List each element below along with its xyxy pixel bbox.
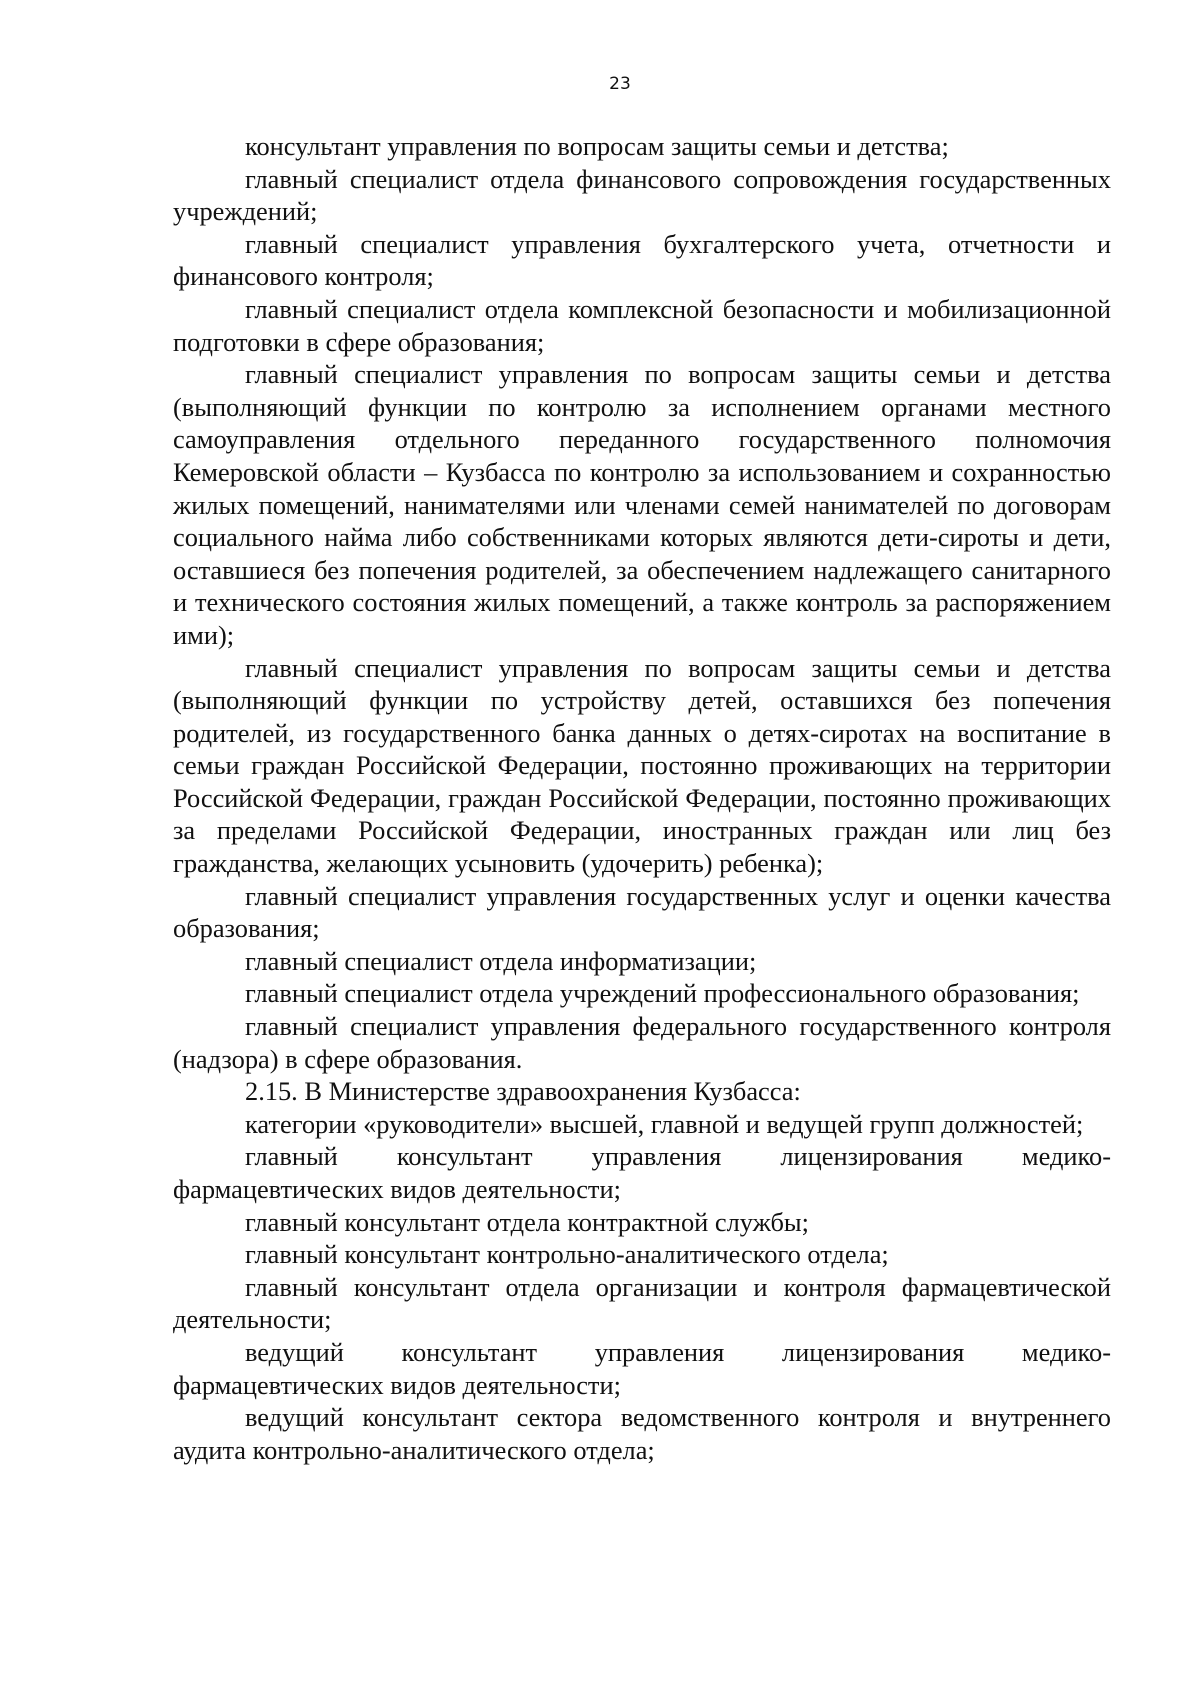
page-number: 23 (609, 74, 631, 94)
paragraph: главный специалист отдела финансового сопровождения государственных учреждений; (173, 163, 1111, 227)
paragraph: категории «руководители» высшей, главной и ведущей групп должностей; (245, 1108, 1084, 1139)
paragraph: ведущий консультант сектора ведомственного контроля и внутреннего аудита контрольно-аналитического отдела; (173, 1402, 1111, 1465)
paragraph: главный специалист управления федерального государственного контроля (надзора) в сфере образования. (173, 1011, 1111, 1074)
paragraph: консультант управления по вопросам защиты семьи и детства; (245, 131, 949, 161)
paragraph: главный консультант отдела организации и контроля фармацевтической деятельности; (173, 1271, 1111, 1335)
paragraph: ведущий консультант управления лицензирования медико-фармацевтических видов деятельности; (173, 1336, 1111, 1400)
paragraph: главный специалист отдела учреждений профессионального образования; (245, 978, 1080, 1009)
section-heading: 2.15. В Министерстве здравоохранения Кузбасса: (245, 1076, 801, 1107)
paragraph: главный консультант управления лицензирования медико-фармацевтических видов деятельности; (173, 1141, 1111, 1204)
paragraph: главный специалист управления по вопросам защиты семьи и детства (выполняющий функции по устройству детей, оставшихся без попечения родителей, из государственного банка данных о детях-сиротах на воспитание в семьи граждан Российской Федерации, постоянно проживающих на территории Российской Федерации, граждан Российской Федерации, постоянно проживающих за пределами Российской Федерации, иностранных граждан или лиц без гражданства, желающих усыновить (удочерить) ребенка); (173, 652, 1111, 879)
paragraph: главный специалист отдела информатизации; (245, 945, 757, 976)
document-body (173, 130, 1111, 1466)
paragraph: главный специалист отдела комплексной безопасности и мобилизационной подготовки в сфере образования; (173, 293, 1111, 357)
paragraph: главный консультант отдела контрактной службы; (245, 1206, 809, 1237)
paragraph: главный специалист управления бухгалтерского учета, отчетности и финансового контроля; (173, 228, 1111, 292)
paragraph: главный специалист управления по вопросам защиты семьи и детства (выполняющий функции по контролю за исполнением органами местного самоуправления отдельного переданного государственного полномочия Кемеровской области – Кузбасса по контролю за использованием и сохранностью жилых помещений, нанимателями или членами семей нанимателей по договорам социального найма либо собственниками которых являются дети-сироты и дети, оставшиеся без попечения родителей, за обеспечением надлежащего санитарного и технического состояния жилых помещений, а также контроль за распоряжением ими); (173, 359, 1111, 650)
paragraph: главный специалист управления государственных услуг и оценки качества образования; (173, 880, 1111, 944)
paragraph: главный консультант контрольно-аналитического отдела; (245, 1239, 889, 1270)
